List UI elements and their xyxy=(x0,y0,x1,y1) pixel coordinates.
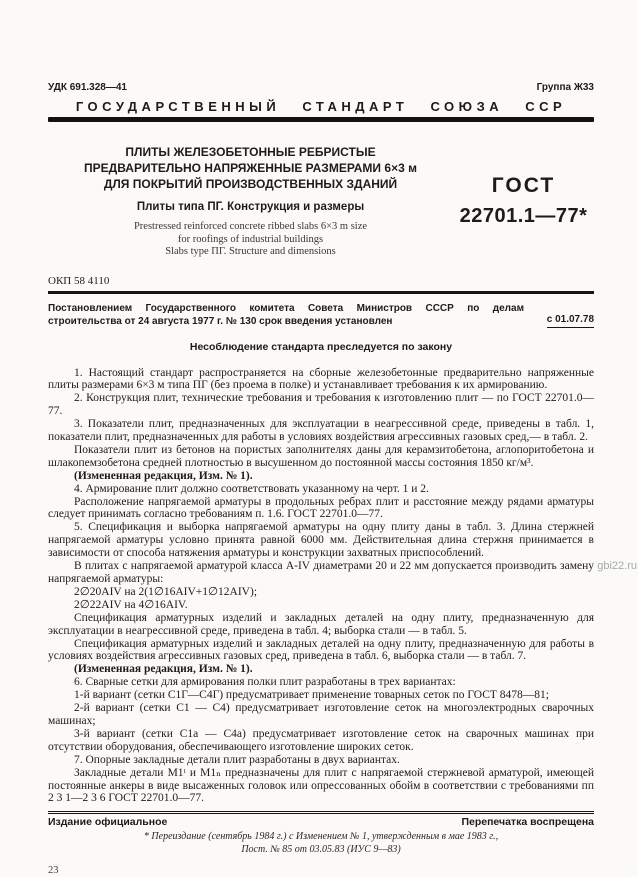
footer-row xyxy=(48,816,594,828)
banner-rule xyxy=(48,117,594,122)
body-paragraph: В плитах с напрягаемой арматурой класса А-IV диаметрами 20 и 22 мм допускается производить замену напрягаемой арматуры: xyxy=(48,560,594,585)
body-paragraph: 1-й вариант (сетки С1Г—С4Г) предусматривает применение товарных сеток по ГОСТ 8478—81; xyxy=(74,689,549,702)
gost-designation xyxy=(453,174,594,228)
title-en-line: Prestressed reinforced concrete ribbed slabs 6×3 m size xyxy=(133,221,368,232)
udk-code: УДК 691.328—41 xyxy=(48,82,127,93)
body-paragraph: 2-й вариант (сетки С1 — С4) предусматривает изготовление сеток на многоэлектродных сварочных машинах; xyxy=(48,702,594,727)
decree-statement xyxy=(48,302,594,328)
body-paragraph: 4. Армирование плит должно соответствовать указанному на черт. 1 и 2. xyxy=(74,482,429,495)
body-paragraph: Закладные детали М1ᵗ и М1ₙ предназначены для плит с напрягаемой стержневой арматурой, имеющей постоянные анкеры в виде высаженных головок или опрессованных обойм в соответствии с требованиями пп 2 3 1—2 3 6 ГОСТ 22701.0—77. xyxy=(48,766,594,805)
body-paragraph: Спецификация арматурных изделий и закладных деталей на одну плиту, предназначенную для эксплуатации в неагрессивной среде, приведена в табл. 4; выборка стали — в табл. 5. xyxy=(48,611,594,637)
title-russian xyxy=(48,144,453,192)
title-english xyxy=(48,221,453,259)
standard-body xyxy=(48,367,594,806)
body-paragraph: 6. Сварные сетки для армирования полки плит разработаны в трех вариантах: xyxy=(74,676,456,689)
title-en-line: for roofings of industrial buildings xyxy=(177,233,324,245)
reprint-prohibited-label: Перепечатка воспрещена xyxy=(461,816,594,829)
body-paragraph: 7. Опорные закладные детали плит разработаны в двух вариантах. xyxy=(74,753,400,766)
amendment-note: (Измененная редакция, Изм. № 1). xyxy=(74,663,253,676)
title-line: ПРЕДВАРИТЕЛЬНО НАПРЯЖЕННЫЕ РАЗМЕРАМИ 6×3 м xyxy=(84,161,417,175)
reissue-footnote xyxy=(48,831,594,856)
body-paragraph: 1. Настоящий стандарт распространяется на сборные железобетонные предварительно напряженные плиты размерами 6×3 м типа ПГ (без проема в полке) и устанавливает требования к их армированию. xyxy=(48,366,594,392)
body-paragraph: 5. Спецификация и выборка напрягаемой арматуры на одну плиту даны в табл. 3. Длина стержней напрягаемой арматуры условно принята равной 6000 мм. Действительная длина стержня принимается в зависимости от способа натяжения арматуры и конструкции захватных приспособлений. xyxy=(48,521,594,560)
rebar-substitution-line: 2∅22АIV на 4∅16АIV. xyxy=(74,598,188,611)
title-zone xyxy=(48,144,594,259)
okp-code: ОКП 58 4110 xyxy=(48,274,110,287)
subtitle-russian: Плиты типа ПГ. Конструкция и размеры xyxy=(136,201,365,213)
page-number: 23 xyxy=(48,865,59,877)
effective-date: с 01.07.78 xyxy=(547,313,594,328)
title-line: ДЛЯ ПОКРЫТИЙ ПРОИЗВОДСТВЕННЫХ ЗДАНИЙ xyxy=(103,177,398,191)
law-notice: Несоблюдение стандарта преследуется по закону xyxy=(189,340,453,353)
body-paragraph: 3-й вариант (сетки С1а — С4а) предусматривает изготовление сеток на сварочных машинах при отсутствии оборудования, обеспечивающего изготовление широких сеток. xyxy=(48,727,594,753)
body-paragraph: Расположение напрягаемой арматуры в продольных ребрах плит и расстояние между рядами арматуры следует принимать согласно требованиям п. 1.6. ГОСТ 22701.0—77. xyxy=(48,495,594,521)
title-en-line: Slabs type ПГ. Structure and dimensions xyxy=(165,246,336,257)
title-block xyxy=(48,144,453,259)
title-line: ПЛИТЫ ЖЕЛЕЗОБЕТОННЫЕ РЕБРИСТЫЕ xyxy=(125,145,376,159)
decree-text: Постановлением Государственного комитета Совета Министров СССР по делам строительства от 24 августа 1977 г. № 130 срок введения установлен xyxy=(48,302,524,327)
state-standard-banner: ГОСУДАРСТВЕННЫЙ СТАНДАРТ СОЮЗА ССР xyxy=(75,99,567,114)
body-paragraph: Показатели плит из бетонов на пористых заполнителях даны для керамзитобетона, аглопоритобетона и шлакопемзобетона средней плотностью в высушенном до постоянной массы состояния 1850 кг/м³. xyxy=(48,443,594,469)
gost-number: 22701.1—77* xyxy=(459,205,588,228)
official-edition-label: Издание официальное xyxy=(48,816,168,829)
footnote-line: * Переиздание (сентябрь 1984 г.) с Изменением № 1, утвержденным в мае 1983 г., xyxy=(143,831,499,843)
site-watermark: gbi22.ru xyxy=(597,560,637,572)
rebar-substitution-line: 2∅20АIV на 2(1∅16АIV+1∅12АIV); xyxy=(74,585,258,598)
group-code: Группа Ж33 xyxy=(536,82,594,93)
body-paragraph: 2. Конструкция плит, технические требования и требования к изготовлению плит — по ГОСТ 22701.0—77. xyxy=(48,392,594,418)
amendment-note: (Измененная редакция, Изм. № 1). xyxy=(74,469,253,482)
gost-label: ГОСТ xyxy=(491,174,556,198)
body-paragraph: 3. Показатели плит, предназначенных для эксплуатации в неагрессивной среде, приведены в табл. 1, показатели плит, предназначенных для работы в условиях воздействия агрессивных газовых сред,— в табл. 2. xyxy=(48,418,594,444)
body-paragraph: Спецификация арматурных изделий и закладных деталей на одну плиту, предназначенную для работы в условиях воздействия агрессивных газовых сред, приведена в табл. 6, выборка стали — в табл. 7. xyxy=(48,637,594,663)
footer-rule xyxy=(48,811,594,814)
footnote-line: Пост. № 85 от 03.05.83 (ИУС 9—83) xyxy=(241,843,401,855)
section-rule xyxy=(48,291,594,294)
classification-row xyxy=(48,82,594,93)
